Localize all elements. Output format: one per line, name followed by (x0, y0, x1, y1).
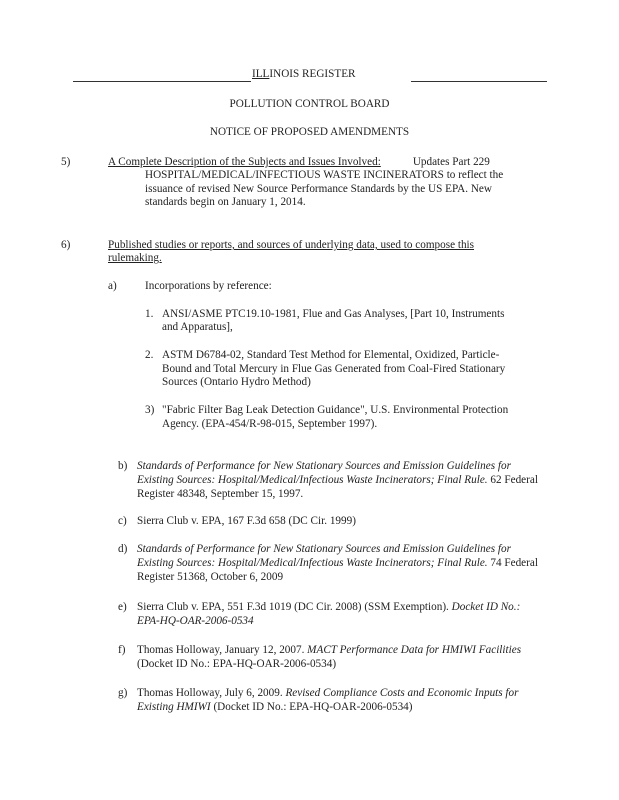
sub-c-letter: c) (118, 515, 127, 527)
ref-line: ASTM D6784-02, Standard Test Method for Elemental, Oxidized, Particle- (162, 349, 500, 361)
item6-heading-line: rulemaking. (108, 252, 162, 264)
item5-number: 5) (61, 156, 71, 168)
ref-number: 2. (145, 349, 154, 361)
sub-e-italic: EPA-HQ-OAR-2006-0534 (137, 615, 254, 627)
sub-b-letter: b) (118, 460, 128, 472)
sub-e-letter: e) (118, 601, 127, 613)
header-rule-left (73, 81, 251, 82)
ref-line: Bound and Total Mercury in Flue Gas Generated from Coal-Fired Stationary (162, 363, 506, 375)
ref-line: Agency. (EPA-454/R-98-015, September 1997). (162, 418, 378, 430)
sub-e-line (137, 614, 254, 629)
sub-d-line: Register 51368, October 6, 2009 (137, 571, 284, 583)
item5-text-first: Updates Part 229 (412, 156, 490, 168)
sub-e-line (137, 600, 520, 615)
sub-f-line: (Docket ID No.: EPA-HQ-OAR-2006-0534) (137, 658, 337, 670)
sub-f-text: Thomas Holloway, January 12, 2007. (137, 644, 308, 656)
sub-g-italic: Revised Compliance Costs and Economic Inputs for (285, 687, 519, 699)
register-title-rest: INOIS REGISTER (269, 68, 356, 80)
sub-d-italic: Standards of Performance for New Stationary Sources and Emission Guidelines for (137, 543, 511, 555)
item5-line: issuance of revised New Source Performance Standards by the US EPA. New (145, 183, 492, 195)
item5-heading: A Complete Description of the Subjects and Issues Involved: (108, 156, 381, 168)
sub-b-line (137, 473, 538, 488)
item5-line: standards begin on January 1, 2014. (145, 196, 306, 208)
ref-number: 1. (145, 308, 154, 320)
notice-title: NOTICE OF PROPOSED AMENDMENTS (209, 126, 410, 138)
item6-number: 6) (61, 239, 71, 251)
ref-number: 3) (145, 404, 155, 416)
sub-g-line (137, 686, 518, 701)
sub-e-italic: Docket ID No.: (451, 601, 521, 613)
ref-line: and Apparatus], (162, 321, 233, 333)
sub-g-line (137, 700, 413, 715)
board-name: POLLUTION CONTROL BOARD (229, 98, 390, 110)
sub-c-text: Sierra Club v. EPA, 167 F.3d 658 (DC Cir. 1999) (137, 515, 356, 527)
sub-e-text: Sierra Club v. EPA, 551 F.3d 1019 (DC Cir. 2008) (SSM Exemption). (137, 601, 452, 613)
ref-line: ANSI/ASME PTC19.10-1981, Flue and Gas Analyses, [Part 10, Instruments (162, 308, 505, 320)
sub-d-tail: 74 Federal (487, 557, 538, 569)
register-title (252, 67, 356, 82)
sub-b-italic: Standards of Performance for New Stationary Sources and Emission Guidelines for (137, 460, 511, 472)
sub-b-line: Register 48348, September 15, 1997. (137, 488, 304, 500)
sub-f-line (137, 643, 521, 658)
sub-b-line (137, 459, 511, 474)
register-title-underlined: ILL (252, 68, 270, 80)
sub-f-letter: f) (118, 644, 126, 656)
sub-d-line (137, 542, 511, 557)
sub-a-label: Incorporations by reference: (145, 280, 272, 292)
sub-a-letter: a) (108, 280, 117, 292)
sub-d-italic: Existing Sources: Hospital/Medical/Infectious Waste Incinerators; Final Rule. (137, 557, 488, 569)
sub-g-italic: Existing HMIWI (137, 701, 211, 713)
sub-g-tail: (Docket ID No.: EPA-HQ-OAR-2006-0534) (210, 701, 413, 713)
item6-heading-line: Published studies or reports, and sources of underlying data, used to compose this (108, 239, 475, 251)
sub-b-italic: Existing Sources: Hospital/Medical/Infectious Waste Incinerators; Final Rule. (137, 474, 488, 486)
header-rule-right (411, 81, 547, 82)
sub-b-tail: 62 Federal (487, 474, 538, 486)
sub-d-letter: d) (118, 543, 128, 555)
ref-line: Sources (Ontario Hydro Method) (162, 376, 311, 388)
ref-line: "Fabric Filter Bag Leak Detection Guidance", U.S. Environmental Protection (162, 404, 509, 416)
sub-g-letter: g) (118, 687, 128, 699)
item5-line: HOSPITAL/MEDICAL/INFECTIOUS WASTE INCINERATORS to reflect the (145, 169, 504, 181)
sub-f-italic: MACT Performance Data for HMIWI Facilities (307, 644, 522, 656)
sub-d-line (137, 556, 538, 571)
sub-g-text: Thomas Holloway, July 6, 2009. (137, 687, 286, 699)
